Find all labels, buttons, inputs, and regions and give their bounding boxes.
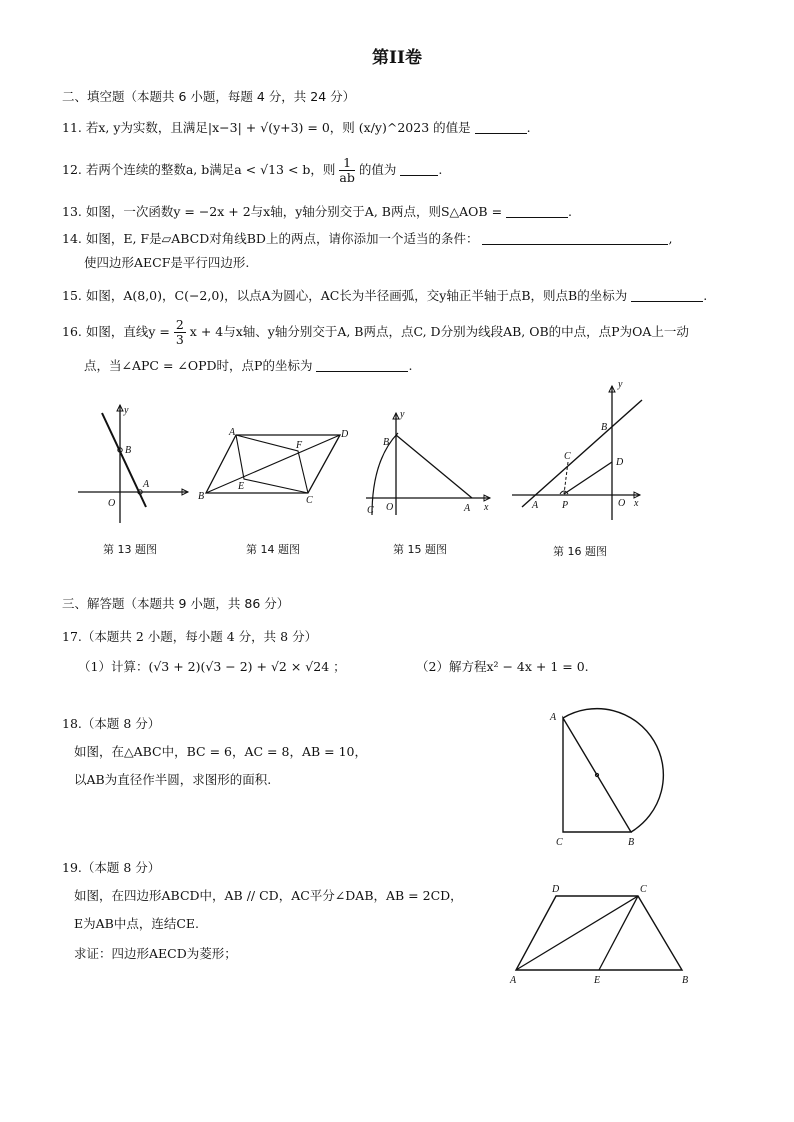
f19-label-A: A [510,975,517,986]
f16-label-y: y [618,382,623,390]
question-19-line3: 求证：四边形AECD为菱形； [74,946,237,961]
question-18-line2: 以AB为直径作半圆，求图形的面积. [74,772,272,787]
question-13: 13. 如图，一次函数y = −2x + 2与x轴，y轴分别交于A, B两点，则S△AOB = . [62,204,573,219]
f14-label-A: A [229,427,236,438]
f13-label-B: B [125,445,132,456]
question-17-heading: 17.（本题共 2 小题，每小题 4 分，共 8 分） [62,629,318,644]
answer-blank-11[interactable] [475,121,527,134]
figure-16 [508,382,648,524]
answer-blank-15[interactable] [631,289,703,302]
caption-figure-16: 第 16 题图 [553,545,607,558]
question-11-text: 11. 若x, y为实数，且满足|x−3| + √(y+3) = 0，则 (x/y)^2023 的值是 [62,120,471,135]
question-15: 15. 如图，A(8,0)，C(−2,0)，以点A为圆心，AC长为半径画弧，交y轴正半轴于点B，则点B的坐标为 . [62,288,708,303]
f19-label-E: E [594,975,601,986]
f15-label-y: y [400,409,405,420]
caption-figure-13: 第 13 题图 [103,543,157,556]
question-19-line2: E为AB中点，连结CE. [74,916,200,931]
question-15-text: 15. 如图，A(8,0)，C(−2,0)，以点A为圆心，AC长为半径画弧，交y轴正半轴于点B，则点B的坐标为 [62,288,628,303]
f13-label-y: y [124,405,129,416]
f19-label-D: D [552,884,560,895]
question-17-part1: （1）计算：(√3 + 2)(√3 − 2) + √2 × √24 ； [78,659,346,674]
figure-18 [544,702,674,852]
f14-label-B: B [198,491,205,502]
section-solve-heading: 三、解答题（本题共 9 小题，共 86 分） [62,596,290,611]
f15-label-O: O [386,502,394,513]
f16-label-C: C [564,451,571,462]
question-16-line2: 点，当∠APC = ∠OPD时，点P的坐标为 . [84,358,413,373]
page-title: 第II卷 [372,48,422,68]
section-fill-blank-heading: 二、填空题（本题共 6 小题，每题 4 分，共 24 分） [62,89,356,104]
figure-15 [360,405,500,520]
f15-label-C: C [367,505,374,516]
figure-14 [198,425,348,505]
caption-figure-14: 第 14 题图 [246,543,300,556]
f14-label-C: C [306,495,313,505]
question-14-text: 14. 如图，E, F是▱ABCD对角线BD上的两点，请你添加一个适当的条件： [62,231,479,246]
question-12: 12. 若两个连续的整数a, b满足a < √13 < b，则 $\frac{1}{ab}$ 的值为 . [62,155,443,185]
question-18-heading: 18.（本题 8 分） [62,716,161,731]
question-19-heading: 19.（本题 8 分） [62,860,161,875]
fraction-2-over-3: $\frac{2}{3}$ [175,317,184,347]
answer-blank-14[interactable] [482,232,668,245]
figure-13 [70,395,190,525]
f19-label-C: C [640,884,647,895]
f14-label-F: F [296,440,303,451]
question-19-line1: 如图，在四边形ABCD中，AB // CD，AC平分∠DAB，AB = 2CD， [74,888,463,903]
question-14-line2: 使四边形AECF是平行四边形. [84,255,250,270]
f18-label-C: C [556,837,563,848]
question-13-text: 13. 如图，一次函数y = −2x + 2与x轴，y轴分别交于A, B两点，则S△AOB = [62,204,503,219]
f14-label-D: D [341,429,348,440]
f13-label-A: A [143,479,150,490]
fraction-1-over-ab: $\frac{1}{ab}$ [339,155,355,185]
f18-label-B: B [628,837,635,848]
f13-label-O: O [108,498,116,509]
question-12-text: 12. 若两个连续的整数a, b满足a < √13 < b，则 [62,161,336,177]
answer-blank-13[interactable] [506,205,568,218]
f14-label-E: E [238,481,245,492]
f15-label-x: x [484,502,489,513]
question-18-line1: 如图，在△ABC中，BC = 6，AC = 8，AB = 10， [74,744,367,759]
f15-label-A: A [464,503,471,514]
f16-label-B: B [601,422,608,433]
f15-label-B: B [383,437,390,448]
f16-label-x: x [634,498,639,509]
f19-label-B: B [682,975,689,986]
answer-blank-16[interactable] [316,359,408,372]
f16-label-P: P [562,500,569,511]
figure-19 [504,880,704,990]
question-17-part2: （2）解方程x² − 4x + 1 = 0. [416,659,589,674]
f16-label-O: O [618,498,626,509]
caption-figure-15: 第 15 题图 [393,543,447,556]
question-14: 14. 如图，E, F是▱ABCD对角线BD上的两点，请你添加一个适当的条件： , [62,231,673,246]
f16-label-D: D [616,457,624,468]
question-11: 11. 若x, y为实数，且满足|x−3| + √(y+3) = 0，则 (x/y)^2023 的值是 . [62,120,531,135]
answer-blank-12[interactable] [400,163,438,176]
f16-label-A: A [532,500,539,511]
question-16: 16. 如图，直线y = $\frac{2}{3}$ x + 4与x轴、y轴分别交于A, B两点，点C, D分别为线段AB, OB的中点，点P为OA上一动 [62,317,689,347]
f18-label-A: A [550,712,557,723]
